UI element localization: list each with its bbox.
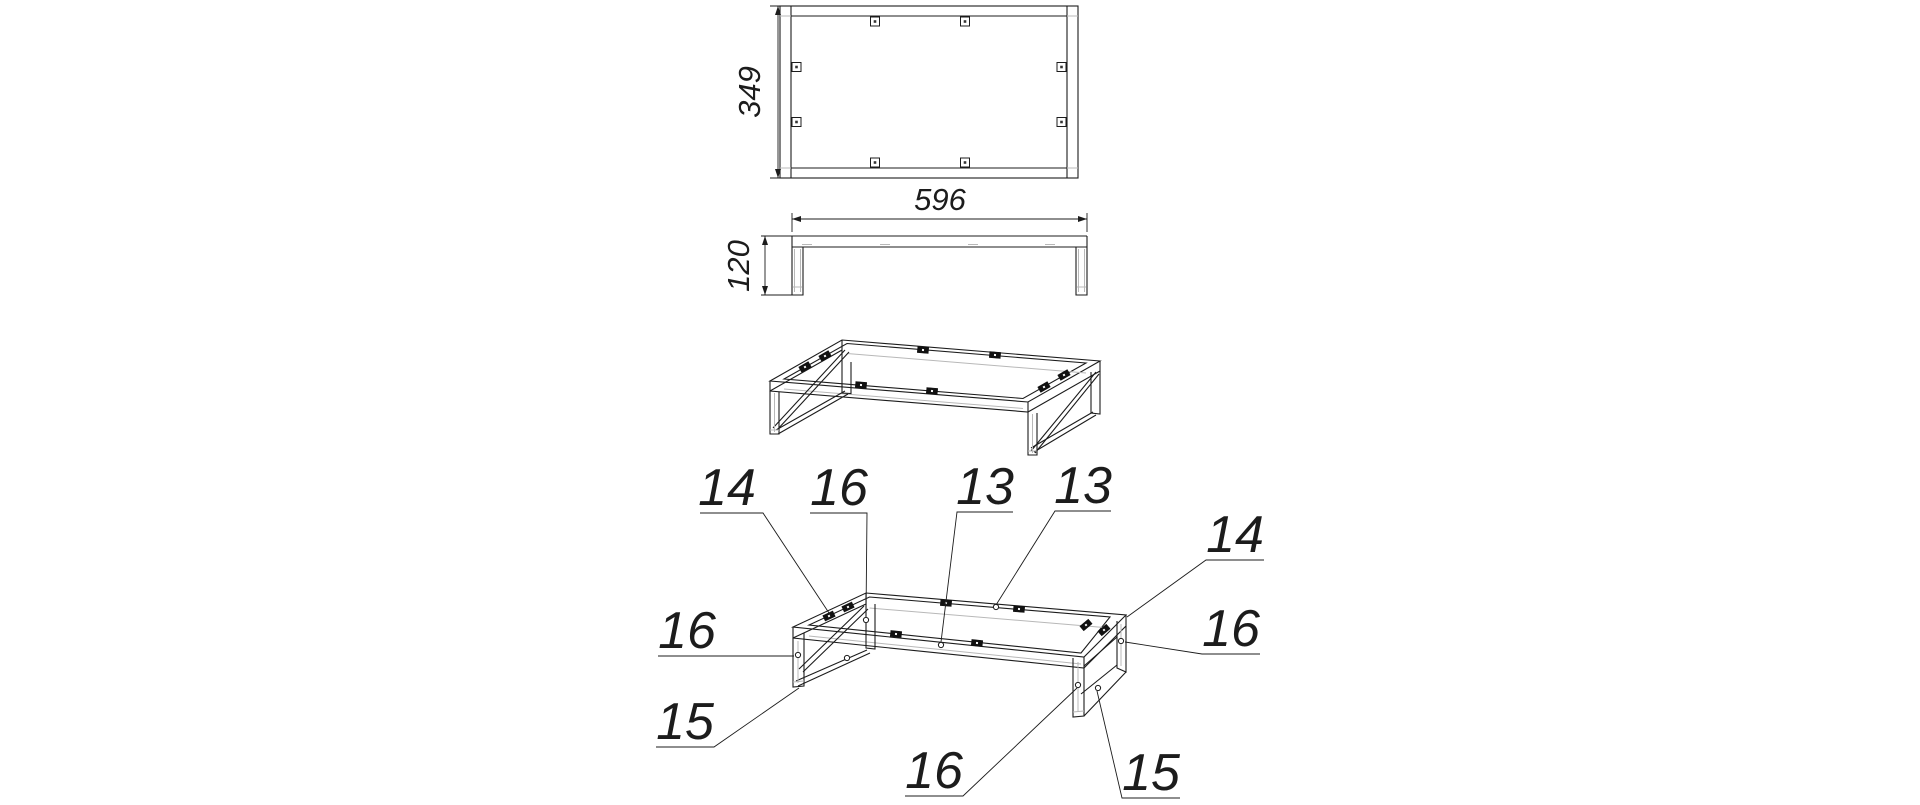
arrowhead (1078, 216, 1087, 222)
arrowhead (792, 216, 801, 222)
leader-line (941, 512, 1013, 642)
arrowhead (762, 236, 768, 245)
callout-16-right (1125, 600, 1260, 658)
callout-15-left (656, 688, 799, 751)
arrowhead (762, 286, 768, 295)
part-number: 16 (658, 602, 716, 660)
part-number: 16 (905, 742, 963, 800)
part-number: 15 (1122, 744, 1180, 802)
frame-outline (780, 6, 1078, 178)
isometric-view (770, 340, 1100, 455)
callout-16-bottom (905, 688, 1077, 800)
dimension-width-value: 596 (914, 182, 966, 217)
dimension-depth-value: 349 (732, 66, 767, 118)
callout-16-left (658, 602, 794, 660)
part-number: 14 (698, 459, 756, 517)
leader-line (996, 511, 1111, 605)
screw-holes (795, 604, 1123, 690)
part-callouts (656, 457, 1264, 802)
dimension-349 (732, 6, 781, 178)
dimension-596 (792, 182, 1087, 232)
part-number: 13 (1054, 457, 1112, 515)
leader-line (810, 513, 867, 616)
part-number: 14 (1206, 506, 1264, 564)
part-number: 16 (1202, 600, 1260, 658)
mounting-tabs-iso (799, 347, 1071, 395)
frame-rails (791, 6, 1067, 178)
top-view (732, 6, 1078, 178)
annotated-view (793, 593, 1126, 717)
leader-line (700, 513, 831, 616)
part-number: 13 (956, 458, 1014, 516)
mounting-tabs (792, 17, 1066, 167)
part-number: 15 (656, 693, 714, 751)
side-view (721, 182, 1087, 295)
part-number: 16 (810, 459, 868, 517)
callout-15-bottom-right (1097, 691, 1181, 802)
callout-16-top (810, 459, 868, 616)
frame-corner-hidden-lines (780, 16, 1078, 168)
dimension-120 (721, 236, 792, 295)
dimension-height-value: 120 (721, 240, 756, 292)
